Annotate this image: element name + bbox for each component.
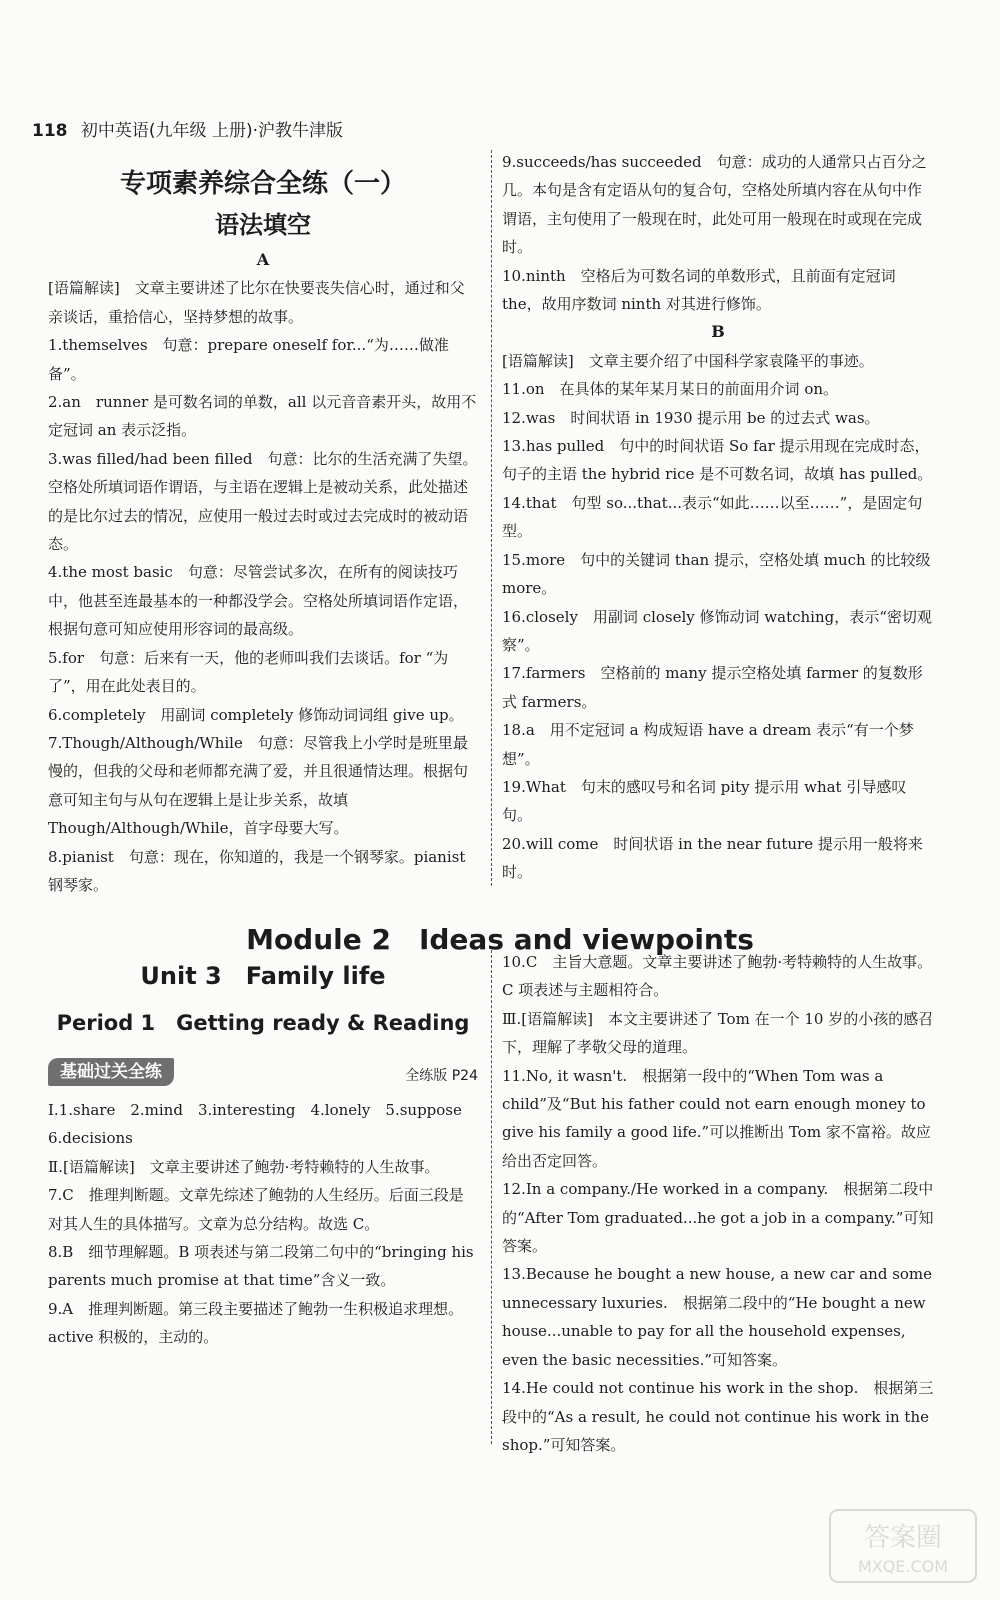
answer-item: 7.C 推理判断题。文章先综述了鲍勃的人生经历。后面三段是对其人生的具体描写。文章为总分结构。故选 C。	[48, 1186, 464, 1233]
answer-item: [语篇解读] 文章主要介绍了中国科学家袁隆平的事迹。	[502, 351, 874, 370]
section1-right-column	[502, 148, 934, 887]
answer-item: 10.ninth 空格后为可数名词的单数形式，且前面有定冠词 the，故用序数词 ninth 对其进行修饰。	[502, 266, 896, 314]
answer-item: 9.succeeds/has succeeded 句意：成功的人通常只占百分之几。本句是含有定语从句的复合句，空格处所填内容在从句中作谓语，主句使用了一般现在时，此处可用一般现在时或现在完成时。	[502, 153, 927, 257]
answer-item: 12.In a company./He worked in a company. 根据第二段中的“After Tom graduated...he got a job in a company.”可知答案。	[502, 1180, 934, 1256]
answer-item: 8.B 细节理解题。B 项表述与第二段第二句中的“bringing his parents much promise at that time”含义一致。	[48, 1243, 474, 1290]
answer-item: 3.was filled/had been filled 句意：比尔的生活充满了失望。空格处所填词语作谓语，与主语在逻辑上是被动关系，此处描述的是比尔过去的情况，应使用一般过去时或过去完成时的被动语态。	[48, 449, 478, 554]
section2-left-column	[48, 950, 478, 1352]
answer-item: 14.He could not continue his work in the shop. 根据第三段中的“As a result, he could not continue his work in the shop.”可知答案。	[502, 1379, 934, 1454]
answer-item: [语篇解读] 文章主要讲述了比尔在快要丧失信心时，通过和父亲谈话，重拾信心，坚持梦想的故事。	[48, 279, 465, 326]
answer-item: 11.on 在具体的某年某月某日的前面用介词 on。	[502, 380, 839, 399]
answer-item: 1.themselves 句意：prepare oneself for...“为……做准备”。	[48, 336, 449, 383]
module-title: Module 2 Ideas and viewpoints	[246, 923, 754, 956]
section-title: 专项素养综合全练（一）	[119, 169, 406, 199]
answer-item: 17.farmers 空格前的 many 提示空格处填 farmer 的复数形式 farmers。	[502, 664, 923, 711]
watermark-logo	[828, 1508, 978, 1584]
answer-item: 13.has pulled 句中的时间状语 So far 提示用现在完成时态，句子的主语 the hybrid rice 是不可数名词，故填 has pulled。	[502, 437, 933, 484]
unit-title: Unit 3 Family life	[140, 962, 386, 990]
answer-item: 13.Because he bought a new house, a new car and some unnecessary luxuries. 根据第二段中的“He bought a new house...unable to pay for all the household expenses, even the basic necessities.”可知答案。	[502, 1265, 933, 1369]
answer-item: 18.a 用不定冠词 a 构成短语 have a dream 表示“有一个梦想”。	[502, 721, 914, 768]
badge-row	[48, 1056, 478, 1090]
answer-item: 10.C 主旨大意题。文章主要讲述了鲍勃·考特赖特的人生故事。C 项表述与主题相符合。	[502, 953, 933, 1000]
answer-item: 7.Though/Although/While 句意：尽管我上小学时是班里最慢的，但我的父母和老师都充满了爱，并且很通情达理。根据句意可知主句与从句在逻辑上是让步关系，故填 Though/Although/While，首字母要大写。	[48, 733, 469, 838]
answer-item: 12.was 时间状语 in 1930 提示用 be 的过去式 was。	[502, 408, 880, 427]
part-b-label: B	[711, 322, 725, 342]
page-reference: 全练版 P24	[405, 1068, 478, 1084]
part-a-label: A	[256, 250, 270, 269]
answer-item: Ⅱ.[语篇解读] 文章主要讲述了鲍勃·考特赖特的人生故事。	[48, 1157, 440, 1176]
answer-item: 16.closely 用副词 closely 修饰动词 watching，表示“密切观察”。	[502, 607, 932, 654]
book-title: 初中英语(九年级 上册)·沪教牛津版	[80, 121, 343, 141]
answer-item: 11.No, it wasn't. 根据第一段中的“When Tom was a child”及“But his father could not earn enough money to give his family a good life.”可以推断出 Tom 家不富裕。故应给出否定回答。	[502, 1066, 931, 1170]
column-divider-bottom	[491, 950, 492, 1444]
page-number: 118	[32, 121, 68, 141]
answer-item: 9.A 推理判断题。第三段主要描述了鲍勃一生积极追求理想。active 积极的，主动的。	[48, 1299, 464, 1347]
answer-item: 5.for 句意：后来有一天，他的老师叫我们去谈话。for “为了”，用在此处表目的。	[48, 648, 449, 696]
answer-item: 2.an runner 是可数名词的单数，all 以元音音素开头，故用不定冠词 an 表示泛指。	[48, 393, 477, 440]
svg-text:MXQE.COM: MXQE.COM	[857, 1557, 949, 1576]
answer-item: 15.more 句中的关键词 than 提示，空格处填 much 的比较级 more。	[502, 550, 931, 598]
answer-item: 8.pianist 句意：现在，你知道的，我是一个钢琴家。pianist 钢琴家。	[48, 847, 466, 894]
svg-text:答案圈: 答案圈	[863, 1523, 943, 1553]
answer-item: 4.the most basic 句意：尽管尝试多次，在所有的阅读技巧中，他甚至连最基本的一种都没学会。空格处所填词语作定语，根据句意可知应使用形容词的最高级。	[48, 563, 469, 639]
answer-item: Ⅰ.1.share 2.mind 3.interesting 4.lonely 5.suppose 6.decisions	[48, 1101, 477, 1148]
answer-item: 14.that 句型 so...that...表示“如此……以至……”，是固定句型。	[502, 493, 923, 541]
section1-left-column	[48, 140, 478, 899]
section-subtitle: 语法填空	[215, 211, 311, 239]
answer-item: Ⅲ.[语篇解读] 本文主要讲述了 Tom 在一个 10 岁的小孩的感召下，理解了孝敬父母的道理。	[502, 1009, 934, 1057]
answer-item: 19.What 句末的感叹号和名词 pity 提示用 what 引导感叹句。	[502, 777, 907, 825]
section2-right-column	[502, 948, 934, 1459]
period-title: Period 1 Getting ready & Reading	[56, 1011, 470, 1035]
answer-item: 6.completely 用副词 completely 修饰动词词组 give up。	[48, 705, 464, 724]
page-header	[32, 116, 343, 141]
answer-item: 20.will come 时间状语 in the near future 提示用一般将来时。	[502, 834, 923, 882]
exercise-badge: 基础过关全练	[48, 1058, 174, 1086]
column-divider-top	[491, 150, 492, 886]
